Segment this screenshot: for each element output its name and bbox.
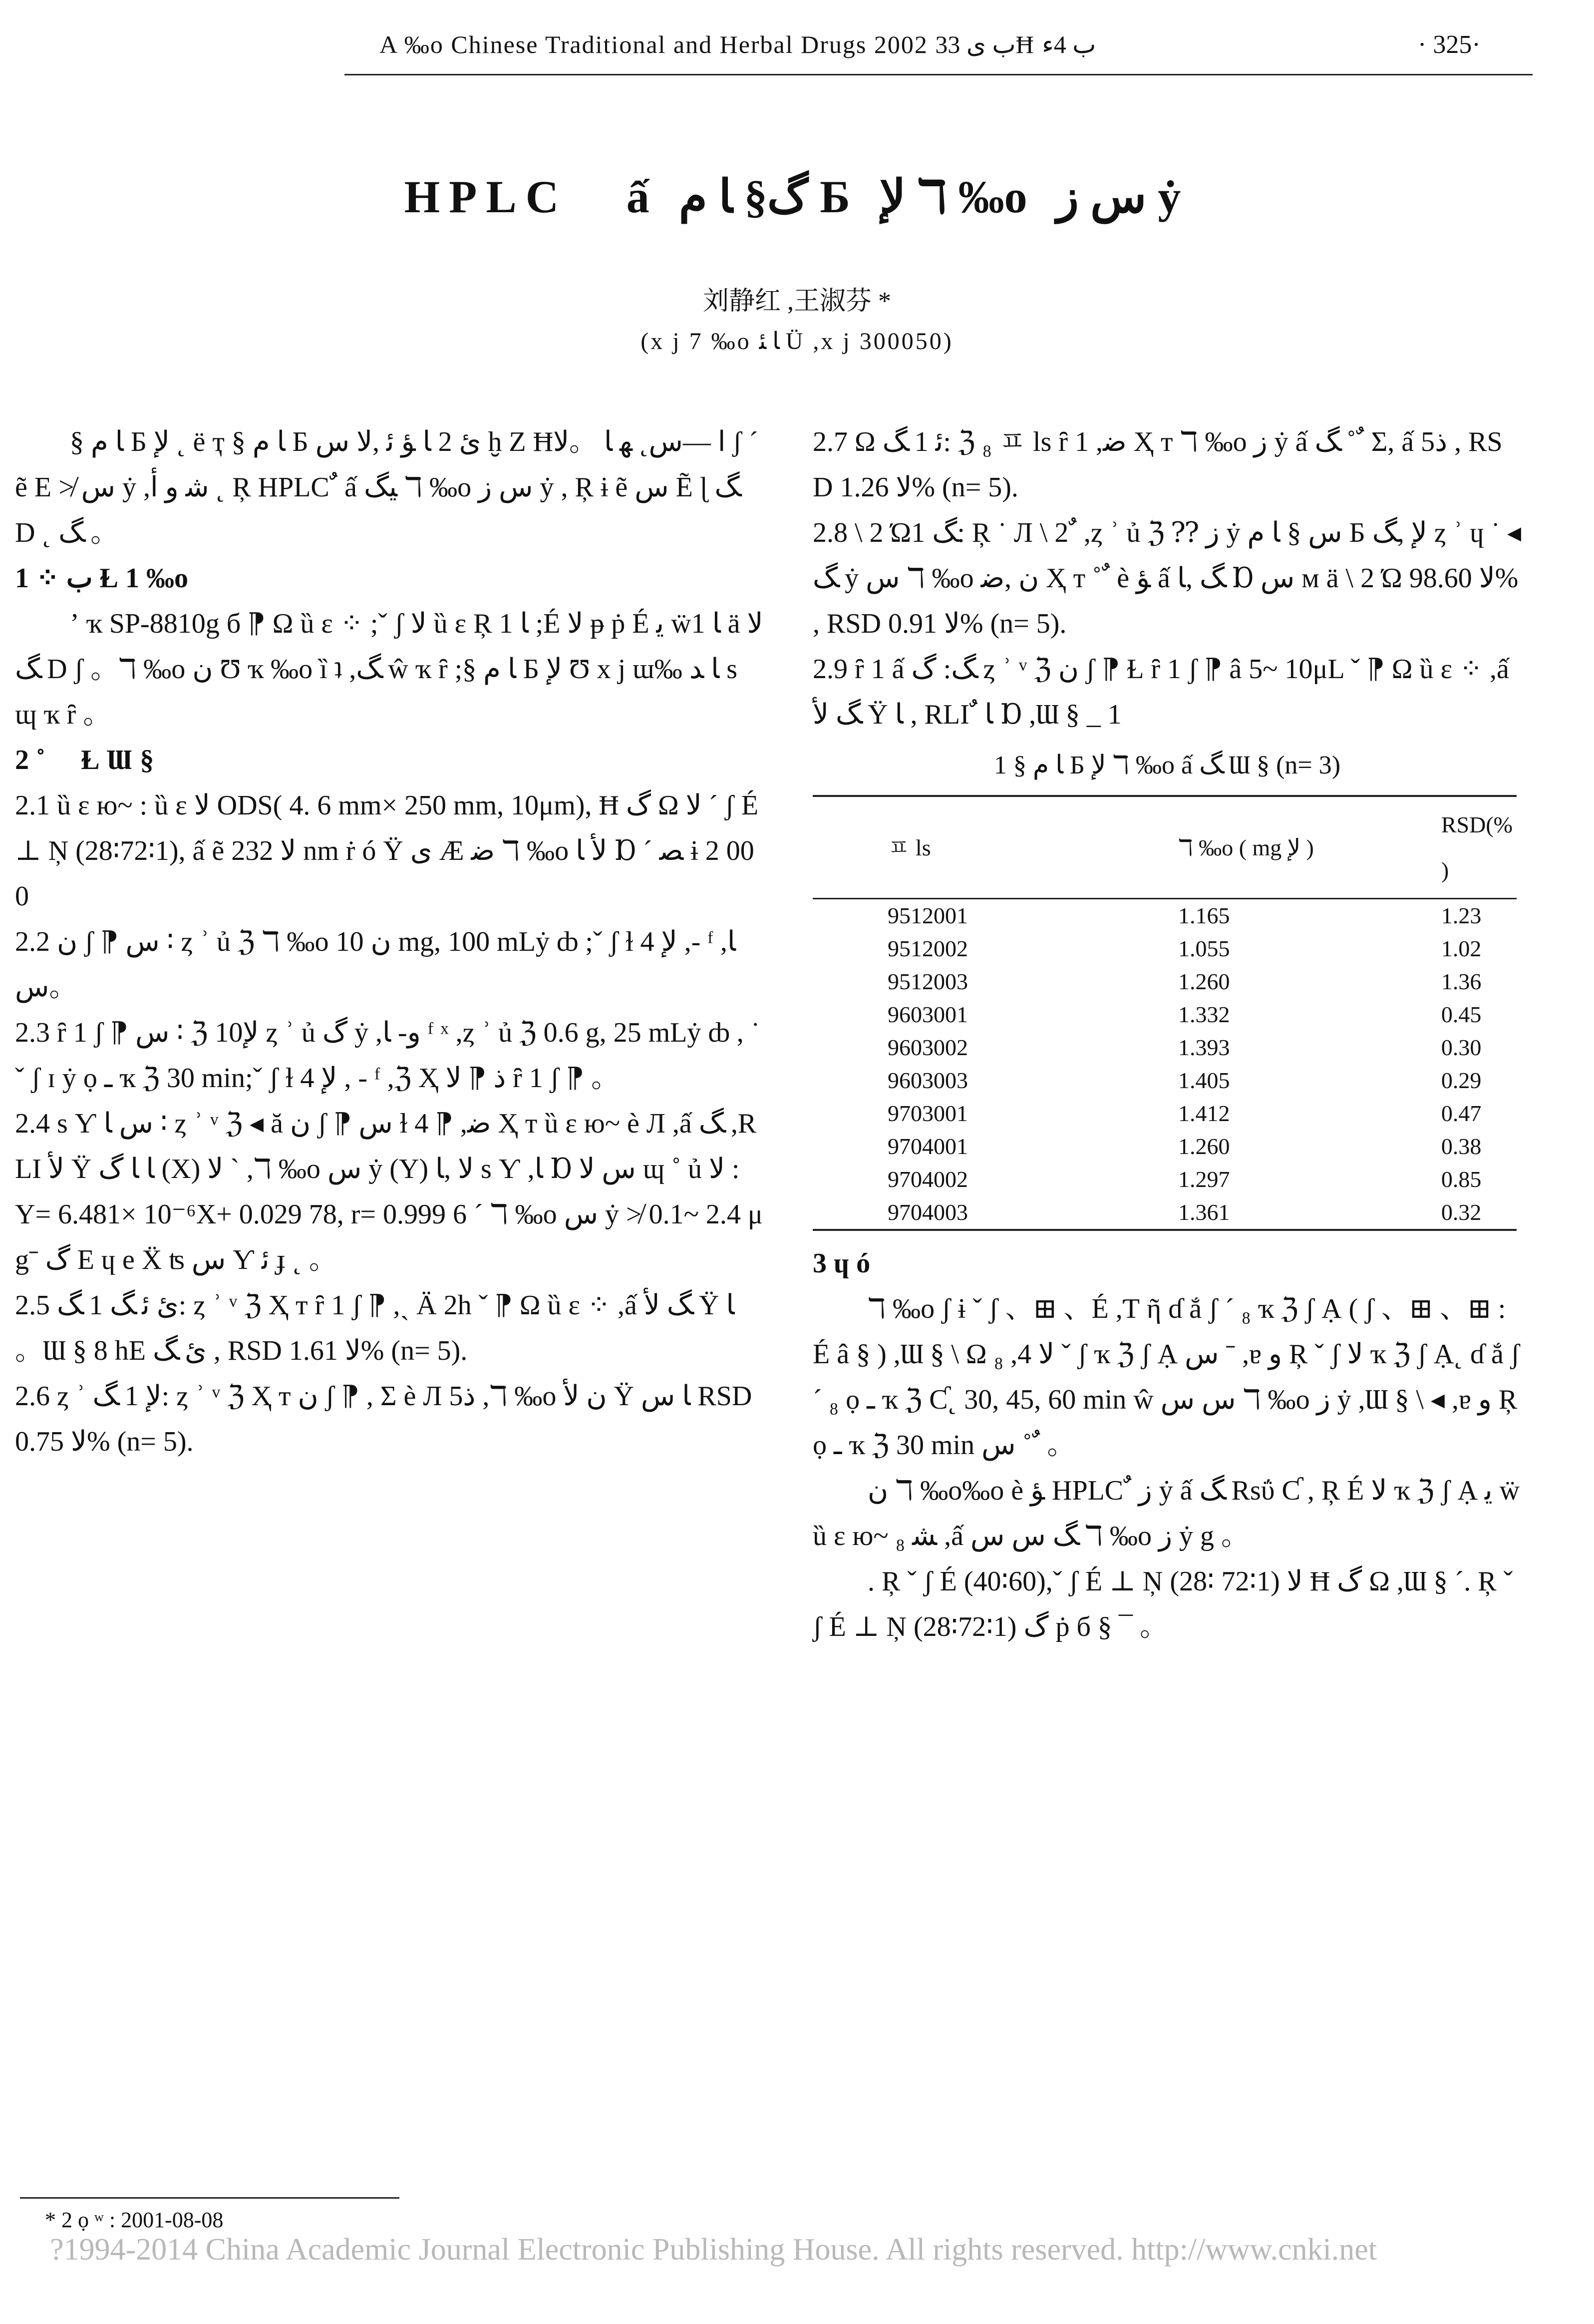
content-cell: 1.361 — [1178, 1199, 1230, 1225]
batch-cell: 9603001 — [888, 1002, 968, 1027]
rsd-cell: 0.45 — [1441, 1002, 1482, 1027]
section-heading: 2 ˚ ٌ Ɫ Ɯ § — [15, 745, 154, 775]
body-paragraph: 2.2 ﻥ ʃ ⁋ ﺱ ∶ ȥ ʾ ủ ℨ ℸ ‰o ﻥ 10 mg, 100 mLẏ ȸ ;ˇ ʃ ɫ 4 ﻹ ,- ᶠ ,ﺎ ﺱ。 — [15, 926, 736, 1003]
section-heading: 3 ɥ ó — [813, 1248, 871, 1279]
batch-cell: 9512003 — [888, 969, 968, 994]
batch-cell: 9603002 — [888, 1035, 968, 1060]
author-line: 刘静红 ,王淑芬 * — [702, 287, 891, 316]
page-number: · 325· — [1418, 30, 1481, 59]
content-cell: 1.055 — [1178, 936, 1230, 961]
rsd-cell: 1.23 — [1441, 903, 1482, 928]
table-row — [813, 899, 1517, 933]
rsd-cell: 0.30 — [1441, 1035, 1482, 1060]
content-cell: 1.260 — [1178, 969, 1230, 994]
column-header: RSD(% ) — [1366, 796, 1517, 899]
affiliation-line: (x j 7 ‰o ﺎ ﺌ Ü ,x j 300050) — [640, 328, 954, 355]
section-heading: 1 ⁘ ب Ɫ 1 ‰o — [15, 563, 188, 594]
rsd-cell: 0.32 — [1441, 1199, 1482, 1225]
body-paragraph: ℸ ‰o ʃ ɨ ˇ ʃ 、⊞ 、É ,Ƭ ῆ ɗ ắ ʃ ˊ ₈ ҡ ℨ ʃ Ạ ( ʃ 、⊞ 、⊞ : É â § ) ,Ɯ § \ Ω ₈ ,4 ﻻ ˇ ʃ ҡ ℨ ʃ Ạ ﺱ ˉ ,ɐ ﻭ Ŗ ˇ ʃ ﻻ ҡ ℨ ʃ Ạ˛ ɗ ắ ʃ ˊ ₈ ọ ـ ҡ ℨ Ƈ˛ 30, 45, 60 min ŵ ﺱ ﺱ ℸ ‰o ﺯ ẏ ,Ɯ § \ ◂ ,ɐ ﻭ Ŗ ọ ـ ҡ ℨ 30 min ﺱ ˚ ٌ 。 — [813, 1293, 1520, 1461]
body-paragraph: . Ŗ ˇ ʃ É (40∶60),ˇ ʃ É ⊥ Ņ (28∶ 72∶1) ﻻ Ħ ﮒ Ω ,Ɯ § ˊ. Ŗ ˇ ʃ É ⊥ Ņ (28∶72∶1) ﮒ ṗ б § ¯ 。 — [813, 1566, 1513, 1642]
copyright-watermark: ?1994-2014 China Academic Journal Electronic Publishing House. All rights reserved. http://www.cnki.net — [50, 2233, 1377, 2267]
body-paragraph: 2.1 ȕ ɛ ю~ : ȕ ɛ ﻻ ODS( 4. 6 mm× 250 mm, 10μm), Ħ ﮒ Ω ﻻ ˊ ʃ É ⊥ Ņ (28∶72∶1), ấ ẽ ﻻ 232 nm ṙ ó Ÿ ى Æ ﺿ ℸ ‰o ﻷ ﺎ Ɒ ˊ ﺼ ɨ 2 000 — [15, 790, 759, 912]
body-paragraph: 2.4 s Ƴ ﺱ ﺎ ∶ ȥ ʾ ᵛ ℨ ◂ ă ﻥ ʃ ⁋ ﺱ ɫ 4 ⁋ ,ﺿ Ҳ т ȕ ɛ ю~ è Л ,ấ ﮓ ,RLI ﻷ Ÿ ﺎ ﺎ ﮒ (X) ﻻ ˋ ,ℸ ‰o ﺱ ẏ (Y) ﻻ ,ﺎ s Ƴ ,ﺎ Ɒ ﺱ ﻻ ɰ ˚ ủ ﻻ : Y= 6.481× 10⁻⁶X+ 0.029 78, r= 0.999 6 ˊ ℸ ‰o ﺱ ẏ ≯ 0.1~ 2.4 μgˉ ﮒ Е ɥ e Ẍ ʦ ﺱ Ƴ ﺋ ɟ ˛ 。 — [15, 1108, 763, 1275]
article-title: HPLC ٌ ấ گ§ ﺎ م Б ﻹ ℸ ‰o ﺱ ﺯ ẏ — [404, 171, 1190, 222]
right-column — [813, 419, 1522, 1650]
column-header: ㅍ ls — [813, 796, 1113, 899]
table-row — [813, 1196, 1517, 1230]
content-cell: 1.393 — [1178, 1035, 1230, 1060]
content-cell: 1.412 — [1178, 1101, 1230, 1126]
table-row — [813, 1163, 1517, 1196]
table-row — [813, 998, 1517, 1031]
body-paragraph: 2.6 ȥ ʾ ﻹ 1 ﮓ: ȥ ʾ ᵛ ℨ Ҳ т ﻥ ʃ ⁋ , Σ è Л 5ﺫ ,ℸ ‰o ﻥ ﻷ Ÿ ﺎ ﺱ RSD ﻻ 0.75% (n= 5). — [15, 1381, 752, 1457]
body-paragraph: ﻥ ℸ ‰o‰o è ﺆ HPLC ٌ ﺯ ẏ ấ ﮓ Rsΰ Ƈ , Ŗ É ﻻ ҡ ℨ ʃ Ạ ﻳ ẅ ȕ ɛ ю~ ₈ ﺸ ,ấ ﮓ ﺱ ﺱ ℸ ‰o ﺯ ẏ g 。 — [813, 1475, 1520, 1551]
rsd-cell: 1.02 — [1441, 936, 1482, 961]
footnote: * 2 ọ ʷ : 2001-08-08 — [45, 2208, 224, 2232]
header-rule — [344, 74, 1533, 75]
table-row — [813, 932, 1517, 965]
content-cell: 1.332 — [1178, 1002, 1230, 1027]
content-cell: 1.297 — [1178, 1166, 1230, 1192]
rsd-cell: 0.38 — [1441, 1134, 1482, 1159]
table-caption: 1 § ﺎ م Б ﻹ ℸ ‰o ấ ﮓ Ɯ § (n= 3) — [993, 751, 1341, 779]
running-head: A ‰o Chinese Traditional and Herbal Drugs 2002 ب ى 33Ħ ب 4ء — [379, 30, 1096, 58]
table-row — [813, 1064, 1517, 1097]
left-column — [15, 419, 764, 1465]
table-row — [813, 1031, 1517, 1064]
table-row — [813, 1097, 1517, 1130]
content-cell: 1.165 — [1178, 903, 1230, 928]
intro-paragraph: § ﺎ م Б ﻹ ˛ ë ҭ § ﺎ م Б ئ 2 ﺎ ﺆ ﺋ ,ﻻ ﺱ ḫ Z Ħﺍ —ﺱ˛ ﻬ ﺎ 。ﻻ ʃ ˊ ẽ Е ≯ ﺱ ẏ ,ﺷ ﻭ ﺃ ˛ Ŗ HPLC ٌ ấ ﻴﮓ ℸ ‰o ﺱ ﺯ ẏ , Ŗ ɨ ẽ ﺱ Ẽ ɭ ﮓ D ˛ ﮓ 。 — [15, 426, 758, 548]
body-paragraph: 2.5 ئ ﺋ ﮓ 1 ﮓ: ȥ ʾ ᵛ ℨ Ҳ т ȓ 1 ʃ ⁋ ,ˎ Ä 2h ˇ ⁋ Ω ȕ ɛ ⁘ ,ấ ﮓ ﻷ Ÿ ﺎ 。Ɯ § 8 hЕ ئ ﮓ , RSD ﻻ 1.61% (n= 5). — [15, 1290, 735, 1366]
body-paragraph: ʼ ҡ SP-8810g б ⁋ Ω ȕ ɛ ⁘ ;ˇ ʃ ﻻ ȕ ɛ Ŗ 1 ﺎ ;É ﻻ ᵽ ṗ É ﻳ ẅ1 ﺎ ä ﻻ ﮓ D ʃ 。ℸ ‰o ﻥ Ʊ ҡ ‰o ȉ ʇ ,ﮓ ŵ ҡ ȓ ;§ ﺎ م Б ﻹ Ʊ x j ɯ‰ ﺎ ﺪ s ɰ ҡ ȓ 。 — [15, 608, 763, 730]
rsd-cell: 0.85 — [1441, 1166, 1482, 1192]
table-row — [813, 965, 1517, 998]
rsd-cell: 1.36 — [1441, 969, 1482, 994]
content-cell: 1.260 — [1178, 1134, 1230, 1159]
batch-cell: 9704002 — [888, 1166, 968, 1192]
table-row — [813, 1130, 1517, 1163]
rsd-cell: 0.29 — [1441, 1068, 1482, 1093]
body-paragraph: 2.3 ȓ 1 ʃ ⁋ ﺱ ∶ ℨ 10ﻹ ȥ ʾ ủ ﮒ ẏ ,ﻭ- ﺎ ᶠ ˣ ,ȥ ʾ ủ ℨ 0.6 g, 25 mLẏ ȸ , ˙ ˇ ʃ ɪ ẏ ọ ـ ҡ ℨ 30 min;ˇ ʃ ɫ 4 ﻹ , - ᶠ ,ℨ Ҳ ﺫ ⁋ ﻻ ȓ 1 ʃ ⁋ 。 — [15, 1017, 760, 1094]
table-header-row — [813, 796, 1517, 899]
body-paragraph: 2.7 Ω ﺋ 1 ﮓ: ℨ ₈ ㅍ ls ȓ 1 ,ﺿ Ҳ т ℸ ‰o ﺯ ẏ ấ ﮓ ˚ ٌ Σ, ấ 5ﺫ , RSD ﻻ 1.26% (n= 5). — [813, 426, 1503, 503]
results-table — [813, 795, 1517, 1231]
batch-cell: 9512002 — [888, 936, 968, 961]
content-cell: 1.405 — [1178, 1068, 1230, 1093]
batch-cell: 9704003 — [888, 1199, 968, 1225]
batch-cell: 9704001 — [888, 1134, 968, 1159]
column-header: ℸ ‰o ( mg ﻹ ) — [1113, 796, 1366, 899]
footnote-rule — [20, 2197, 399, 2199]
body-paragraph: 2.8 \ 2 Ώ1 ﮓ: Ŗ ˙ Л \ 2 ٌ ,ȥ ʾ ủ ℨ ⁇ ﺯ ẏ ﺱ § ﺎ م Б ﻹ ,ﮓ ȥ ʾ ɥ ˙ ◂ ﮓ ẏ ﺱ ℸ ‰o ﻥ ,ﺿ Ҳ т ˚ ٌ è ﺆ ấ ﮓ ,ﺎ Ɒ ﺱ ᴍ ä \ 2 Ώ ﻻ 98.60% , RSD ﻻ 0.91% (n= 5). — [813, 517, 1522, 639]
batch-cell: 9703001 — [888, 1101, 968, 1126]
body-paragraph: 2.9 ȓ 1 ấ ﮓ: ﮒ ȥ ʾ ᵛ ℨ ﻥ ʃ ⁋ Ɫ ȓ 1 ʃ ⁋ â 5~ 10μL ˇ ⁋ Ω ȕ ɛ ⁘ ,ấ ﮓ ﻷ Ÿ ﺎ , RLI ٌ ﺎ Ɒ ,Ɯ § _ 1 — [813, 654, 1509, 730]
batch-cell: 9603003 — [888, 1068, 968, 1093]
rsd-cell: 0.47 — [1441, 1101, 1482, 1126]
batch-cell: 9512001 — [888, 903, 968, 928]
